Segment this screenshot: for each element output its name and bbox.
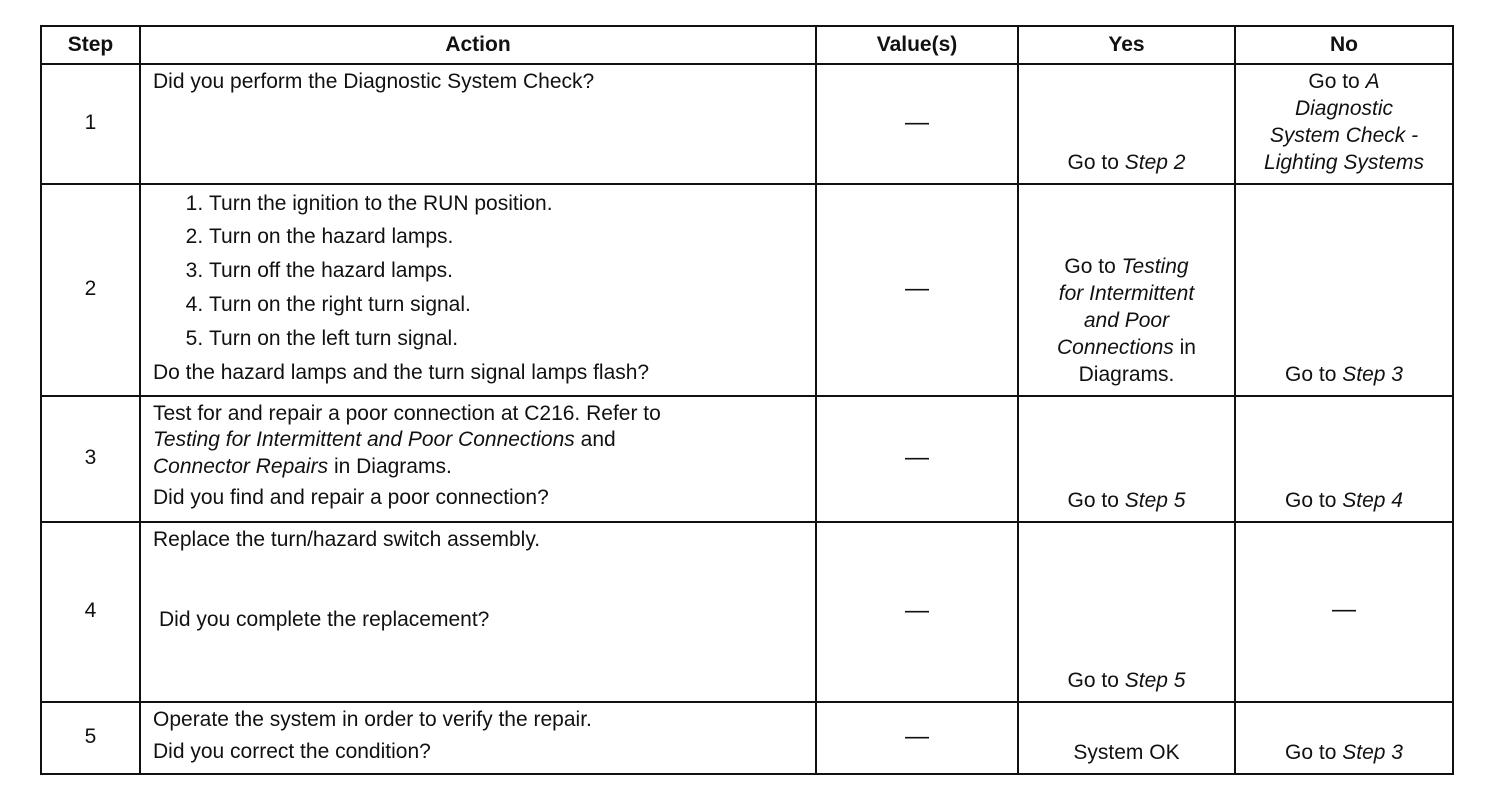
yes-prefix: Go to xyxy=(1067,668,1119,692)
action-question: Did you find and repair a poor connection? xyxy=(153,486,549,510)
yes-cell xyxy=(1018,522,1235,702)
yes-prefix: Go to xyxy=(1067,488,1119,512)
yes-ref-1[interactable]: Testing xyxy=(1121,255,1189,279)
header-no: No xyxy=(1235,26,1453,64)
action-steps-list xyxy=(153,191,805,353)
action-ref2[interactable]: Connector Repairs xyxy=(153,455,329,479)
yes-suffix: in xyxy=(1179,335,1196,359)
yes-cell: System OK xyxy=(1018,702,1235,774)
yes-step-link[interactable]: Step 5 xyxy=(1124,488,1186,512)
action-step-item: 1. Turn the ignition to the RUN position. xyxy=(209,191,805,218)
value-cell: — xyxy=(816,184,1018,396)
table-row xyxy=(41,64,1453,184)
header-step: Step xyxy=(41,26,140,64)
yes-cell xyxy=(1018,396,1235,522)
action-question: Did you correct the condition? xyxy=(153,740,431,764)
table-row xyxy=(41,522,1453,702)
yes-last: Diagrams. xyxy=(1078,362,1175,386)
action-line1: Replace the turn/hazard switch assembly. xyxy=(153,527,541,551)
no-prefix: Go to xyxy=(1285,740,1337,764)
yes-ref-4[interactable]: Connections xyxy=(1057,335,1174,359)
action-cell xyxy=(140,702,816,774)
action-and: and xyxy=(580,428,616,452)
yes-ref-2[interactable]: for Intermittent xyxy=(1058,282,1195,305)
no-cell xyxy=(1235,64,1453,184)
no-ref-line4[interactable]: Lighting Systems xyxy=(1264,150,1424,174)
value-cell: — xyxy=(816,64,1018,184)
yes-cell xyxy=(1018,64,1235,184)
value-cell: — xyxy=(816,522,1018,702)
table-row xyxy=(41,702,1453,774)
no-prefix: Go to xyxy=(1308,70,1360,93)
yes-step-link[interactable]: Step 5 xyxy=(1124,668,1186,692)
action-step-item: 2. Turn on the hazard lamps. xyxy=(209,224,805,251)
no-step-link[interactable]: Step 4 xyxy=(1342,488,1403,512)
table-row xyxy=(41,396,1453,522)
yes-ref-3[interactable]: and Poor xyxy=(1083,308,1170,332)
action-question: Did you perform the Diagnostic System Check? xyxy=(153,70,595,93)
yes-step-link[interactable]: Step 2 xyxy=(1124,150,1186,174)
no-ref-line3[interactable]: System Check - xyxy=(1269,123,1419,147)
no-cell xyxy=(1235,184,1453,396)
action-cell xyxy=(140,64,816,184)
yes-cell xyxy=(1018,184,1235,396)
action-cell xyxy=(140,184,816,396)
yes-prefix: Go to xyxy=(1064,255,1116,279)
action-cell xyxy=(140,522,816,702)
action-question: Did you complete the replacement? xyxy=(159,608,490,632)
step-number: 3 xyxy=(41,396,140,522)
action-step-item: 5. Turn on the left turn signal. xyxy=(209,326,805,353)
action-step-item: 4. Turn on the right turn signal. xyxy=(209,292,805,319)
value-cell: — xyxy=(816,396,1018,522)
step-number: 5 xyxy=(41,702,140,774)
action-ref1[interactable]: Testing for Intermittent and Poor Connections xyxy=(153,428,575,452)
header-values: Value(s) xyxy=(816,26,1018,64)
no-cell xyxy=(1235,396,1453,522)
no-prefix: Go to xyxy=(1285,488,1337,512)
action-tail: in Diagrams. xyxy=(333,455,452,479)
value-cell: — xyxy=(816,702,1018,774)
no-prefix: Go to xyxy=(1285,362,1337,386)
no-ref-line2[interactable]: Diagnostic xyxy=(1294,96,1394,120)
step-number: 1 xyxy=(41,64,140,184)
no-cell xyxy=(1235,702,1453,774)
step-number: 4 xyxy=(41,522,140,702)
table-header-row xyxy=(41,26,1453,64)
yes-prefix: Go to xyxy=(1067,150,1119,174)
header-action: Action xyxy=(140,26,816,64)
no-step-link[interactable]: Step 3 xyxy=(1342,740,1403,764)
table-row xyxy=(41,184,1453,396)
action-line1: Test for and repair a poor connection at C216. Refer to xyxy=(153,401,661,425)
header-yes: Yes xyxy=(1018,26,1235,64)
no-step-link[interactable]: Step 3 xyxy=(1342,362,1403,386)
no-ref-line1[interactable]: A xyxy=(1365,70,1380,93)
action-question: Do the hazard lamps and the turn signal lamps flash? xyxy=(153,360,650,384)
no-cell: — xyxy=(1235,522,1453,702)
action-step-item: 3. Turn off the hazard lamps. xyxy=(209,258,805,285)
diagnostic-table xyxy=(40,25,1454,775)
step-number: 2 xyxy=(41,184,140,396)
action-line1: Operate the system in order to verify the repair. xyxy=(153,707,592,731)
action-cell xyxy=(140,396,816,522)
